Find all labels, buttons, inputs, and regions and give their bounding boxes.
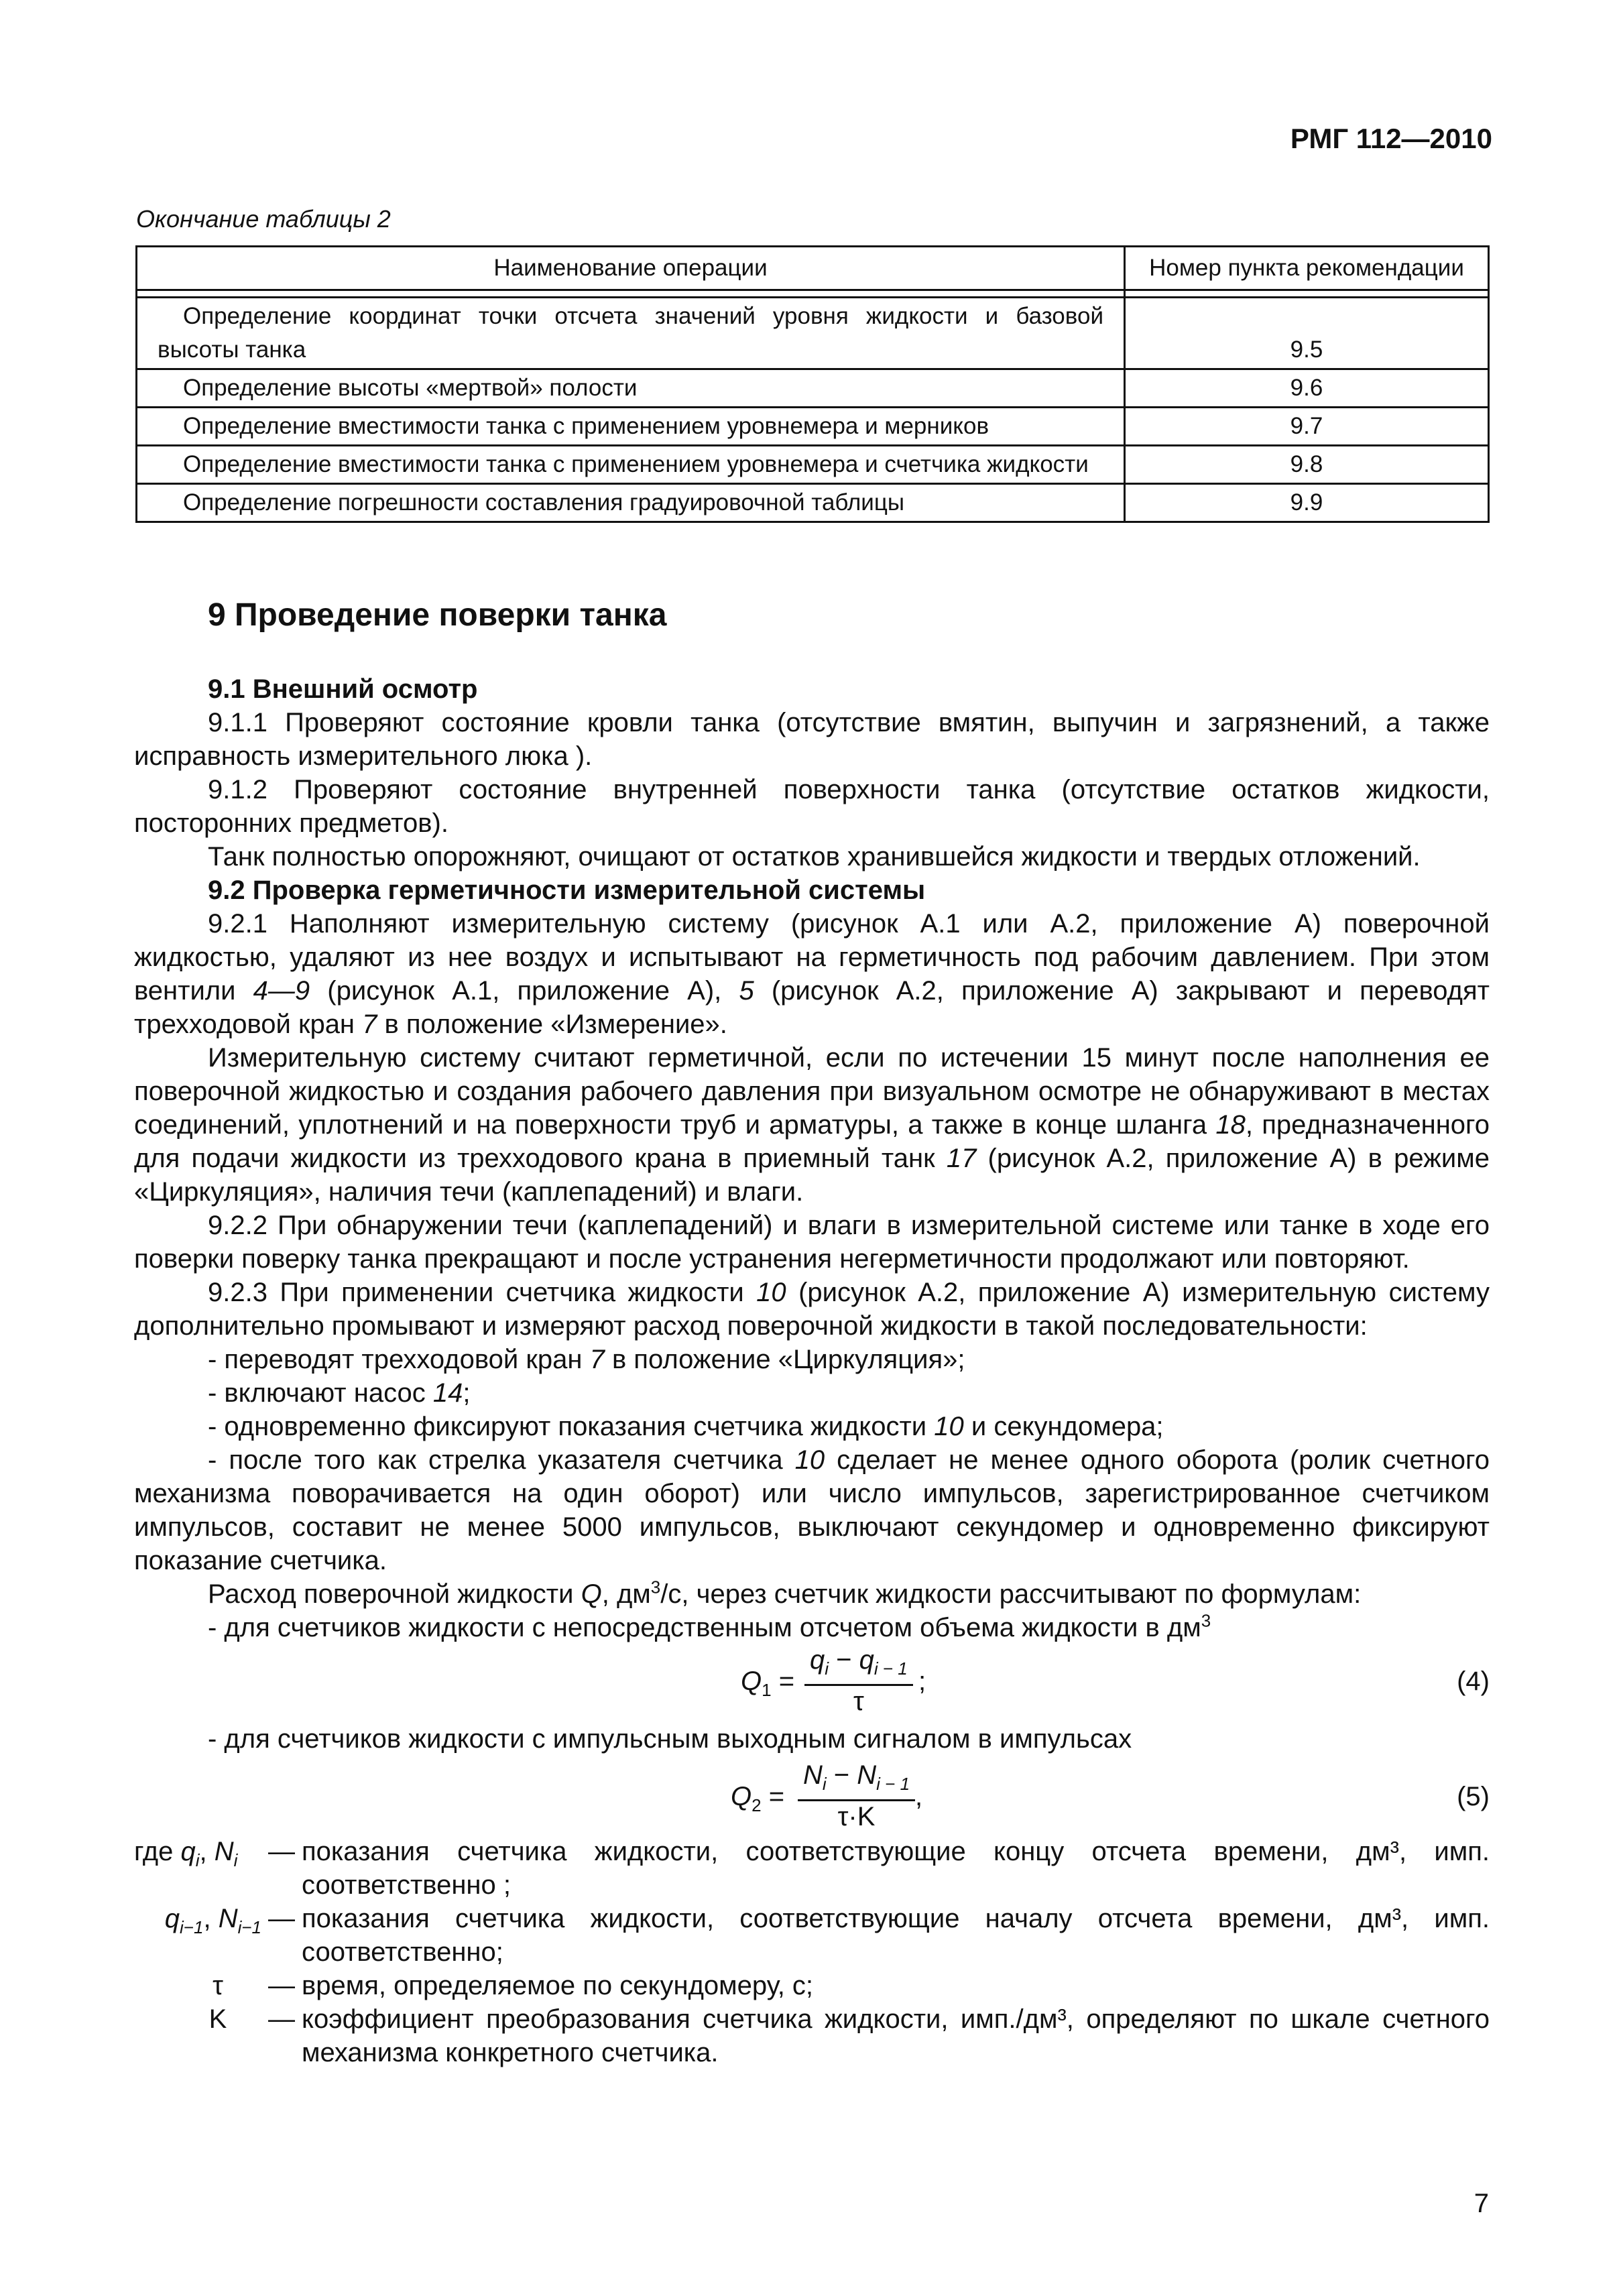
case-1-label [134, 1611, 1490, 1644]
formula-subscript: i − 1 [874, 1658, 908, 1679]
legend-symbol [134, 1835, 261, 1902]
legend-row [134, 2002, 1490, 2069]
formula-symbol: q [859, 1645, 874, 1675]
formula-4-lhs [741, 1665, 794, 1707]
table-gap-row [137, 290, 1489, 298]
formula-4-number: (4) [1457, 1667, 1490, 1696]
paragraph-9-1-1: 9.1.1 Проверяют состояние кровли танка (отсутствие вмятин, выпучин и загрязнений, а также исправность измерительного люка ). [134, 708, 1490, 771]
text-run: - включают насос [208, 1378, 433, 1408]
text-run: 9.2.1 Наполняют измерительную систему (рисунок А.1 или А.2, приложение А) поверочной жидкостью, удаляют из нее воздух и испытывают на герметичность под рабочим давлением. При этом вентили [134, 909, 1490, 1006]
legend-dash: — [268, 1837, 295, 1866]
table-row [137, 369, 1489, 408]
legend-symbol [134, 1969, 261, 2002]
superscript: 3 [1201, 1610, 1211, 1631]
col-header-operation: Наименование операции [137, 247, 1125, 290]
list-item [134, 1410, 1490, 1443]
formula-subscript: i [233, 1850, 238, 1870]
table-cell-clause: 9.8 [1125, 446, 1489, 484]
table-cell-clause: 9.5 [1125, 298, 1489, 369]
table-cell-operation: Определение высоты «мертвой» полости [137, 369, 1125, 408]
formula-subscript: i [825, 1658, 829, 1679]
table-row [137, 298, 1489, 369]
text-run: 9.2.3 При применении счетчика жидкости [208, 1278, 757, 1307]
text-run: - переводят трехходовой кран [208, 1345, 590, 1374]
formula-5-numerator [798, 1760, 915, 1801]
legend-symbol [134, 2002, 261, 2069]
table-cell-operation: Определение вместимости танка с применением уровнемера и счетчика жидкости [137, 446, 1125, 484]
paragraph-9-2-1-cont [134, 1041, 1490, 1209]
text-run: (рисунок А.2, приложение А) измерительную систему дополнительно промывают и измеряют расход поверочной жидкости в такой последовательности: [134, 1278, 1490, 1341]
table-caption: Окончание таблицы 2 [136, 205, 391, 233]
text-run: , дм [601, 1579, 651, 1609]
text-run-italic: 10 [934, 1412, 964, 1441]
section-title: 9 Проведение поверки танка [208, 597, 667, 633]
formula-4-fraction [804, 1644, 913, 1717]
section-body [134, 672, 1490, 2069]
formula-symbol: N [803, 1760, 823, 1790]
legend-text: показания счетчика жидкости, соответствующие концу отсчета времени, дм³, имп. соответственно ; [302, 1837, 1490, 1900]
text-run-italic: 7 [362, 1010, 377, 1039]
formula-subscript: i [822, 1774, 827, 1794]
formula-5 [134, 1756, 1490, 1829]
formula-symbol: Q [741, 1667, 762, 1696]
formula-symbol: N [214, 1837, 234, 1866]
legend-text: коэффициент преобразования счетчика жидкости, имп./дм³, определяют по шкале счетного механизма конкретного счетчика. [302, 2004, 1490, 2067]
legend-dash: — [268, 1904, 295, 1933]
text-run: ; [463, 1378, 471, 1408]
formula-5-denominator: τ·K [837, 1802, 876, 1831]
text-run: сделает не менее одного оборота (ролик счетного механизма поворачивается на один оборот) или число импульсов, зарегистрированное счетчиком импульсов, составит не менее 5000 импульсов, выключают секундомер и одновременно фиксируют показание счетчика. [134, 1445, 1490, 1575]
formula-symbol: N [218, 1904, 238, 1933]
text-run: и секундомера; [963, 1412, 1164, 1441]
table-cell-clause: 9.9 [1125, 484, 1489, 522]
formula-subscript: i [195, 1850, 200, 1870]
legend-separator: , [199, 1837, 215, 1866]
legend-text: время, определяемое по секундомеру, с; [302, 1971, 814, 2000]
paragraph-9-2-1 [134, 907, 1490, 1041]
formula-4-numerator [804, 1644, 913, 1686]
formula-operator: − [829, 1645, 859, 1675]
operations-table [135, 245, 1490, 523]
text-run: (рисунок А.2, приложение А) закрывают и переводят трехходовой кран [134, 976, 1490, 1039]
text-run-italic: Q [581, 1579, 602, 1609]
legend-dash: — [268, 1971, 295, 2000]
table-cell-clause: 9.7 [1125, 408, 1489, 446]
page-number: 7 [1474, 2189, 1489, 2218]
legend-dash: — [268, 2004, 295, 2034]
symbol-legend [134, 1835, 1490, 2069]
paragraph-9-1-2: 9.1.2 Проверяют состояние внутренней поверхности танка (отсутствие остатков жидкости, посторонних предметов). [134, 775, 1490, 838]
legend-symbol [134, 1902, 261, 1969]
formula-4-denominator: τ [853, 1687, 864, 1716]
text-run: в положение «Измерение». [377, 1010, 727, 1039]
table-header-row [137, 247, 1489, 290]
list-item [134, 1443, 1490, 1577]
table-row [137, 408, 1489, 446]
text-run-italic: 4—9 [253, 976, 310, 1006]
document-code: РМГ 112—2010 [1290, 123, 1492, 154]
subsection-title-9-2: 9.2 Проверка герметичности измерительной системы [208, 875, 926, 905]
formula-subscript: i − 1 [876, 1774, 910, 1794]
formula-5-number: (5) [1457, 1782, 1490, 1811]
text-run: (рисунок А.1, приложение А), [310, 976, 739, 1006]
text-run: , предназначенного для подачи жидкости из трехходового крана в приемный танк [134, 1110, 1490, 1173]
legend-row [134, 1835, 1490, 1902]
table-row [137, 446, 1489, 484]
paragraph-9-2-3 [134, 1276, 1490, 1343]
formula-4 [134, 1644, 1490, 1718]
superscript: 3 [650, 1577, 661, 1597]
text-run: Расход поверочной жидкости [208, 1579, 581, 1609]
table-cell-clause: 9.6 [1125, 369, 1489, 408]
list-item [134, 1376, 1490, 1410]
table-cell-operation: Определение координат точки отсчета значений уровня жидкости и базовой высоты танка [137, 298, 1125, 369]
list-item [134, 1343, 1490, 1376]
formula-equals: = [771, 1667, 795, 1696]
paragraph-9-2-2: 9.2.2 При обнаружении течи (каплепадений) и влаги в измерительной системе или танке в ходе его поверки поверку танка прекращают и после устранения негерметичности продолжают или повторяют. [134, 1211, 1490, 1274]
formula-symbol: q [164, 1904, 180, 1933]
formula-subscript: 2 [752, 1795, 762, 1815]
formula-symbol: q [810, 1645, 825, 1675]
text-run-italic: 18 [1215, 1110, 1246, 1140]
table-cell-operation: Определение погрешности составления градуировочной таблицы [137, 484, 1125, 522]
text-run: - одновременно фиксируют показания счетчика жидкости [208, 1412, 935, 1441]
formula-symbol: q [180, 1837, 196, 1866]
formula-symbol: Q [731, 1782, 752, 1811]
table-cell-operation: Определение вместимости танка с применением уровнемера и мерников [137, 408, 1125, 446]
text-run: (рисунок А.2, приложение А) в режиме «Циркуляция», наличия течи (каплепадений) и влаги. [134, 1144, 1490, 1207]
paragraph-9-1-2-cont: Танк полностью опорожняют, очищают от остатков хранившейся жидкости и твердых отложений. [208, 842, 1421, 871]
legend-row [134, 1969, 1490, 2002]
text-run-italic: 14 [432, 1378, 463, 1408]
text-run: - после того как стрелка указателя счетчика [208, 1445, 795, 1475]
formula-symbol: K [208, 2004, 227, 2034]
formula-operator: − [826, 1760, 857, 1790]
formula-5-tail: , [915, 1782, 923, 1811]
text-run-italic: 10 [756, 1278, 786, 1307]
formula-5-fraction [798, 1760, 915, 1832]
formula-subscript: i−1 [237, 1917, 261, 1937]
text-run-italic: 5 [739, 976, 754, 1006]
formula-subscript: 1 [762, 1680, 772, 1700]
formula-symbol: τ [213, 1971, 223, 2000]
text-run-italic: 17 [946, 1144, 977, 1173]
formula-4-tail: ; [918, 1667, 926, 1696]
formula-subscript: i−1 [180, 1917, 204, 1937]
formula-5-lhs [731, 1780, 784, 1822]
case-2-label: - для счетчиков жидкости с импульсным выходным сигналом в импульсах [208, 1724, 1132, 1754]
legend-row [134, 1902, 1490, 1969]
text-run: в положение «Циркуляция»; [604, 1345, 965, 1374]
formula-equals: = [761, 1782, 785, 1811]
table-row [137, 484, 1489, 522]
subsection-title-9-1: 9.1 Внешний осмотр [208, 674, 478, 704]
text-run-italic: 10 [794, 1445, 825, 1475]
formula-symbol: N [857, 1760, 877, 1790]
text-run: Измерительную систему считают герметичной, если по истечении 15 минут после наполнения ее поверочной жидкостью и создания рабочего давления при визуальном осмотре не обнаруживают в местах соединений, уплотнений и на поверхности труб и арматуры, а также в конце шланга [134, 1043, 1490, 1140]
text-run: /с, через счетчик жидкости рассчитывают по формулам: [660, 1579, 1362, 1609]
paragraph-flow-rate [134, 1577, 1490, 1611]
legend-prefix: где [134, 1837, 181, 1866]
legend-text: показания счетчика жидкости, соответствующие началу отсчета времени, дм³, имп. соответственно; [302, 1904, 1490, 1967]
text-run-italic: 7 [589, 1345, 605, 1374]
legend-separator: , [203, 1904, 219, 1933]
text-run: - для счетчиков жидкости с непосредственным отсчетом объема жидкости в дм [208, 1613, 1201, 1642]
col-header-clause: Номер пункта рекомендации [1125, 247, 1489, 290]
